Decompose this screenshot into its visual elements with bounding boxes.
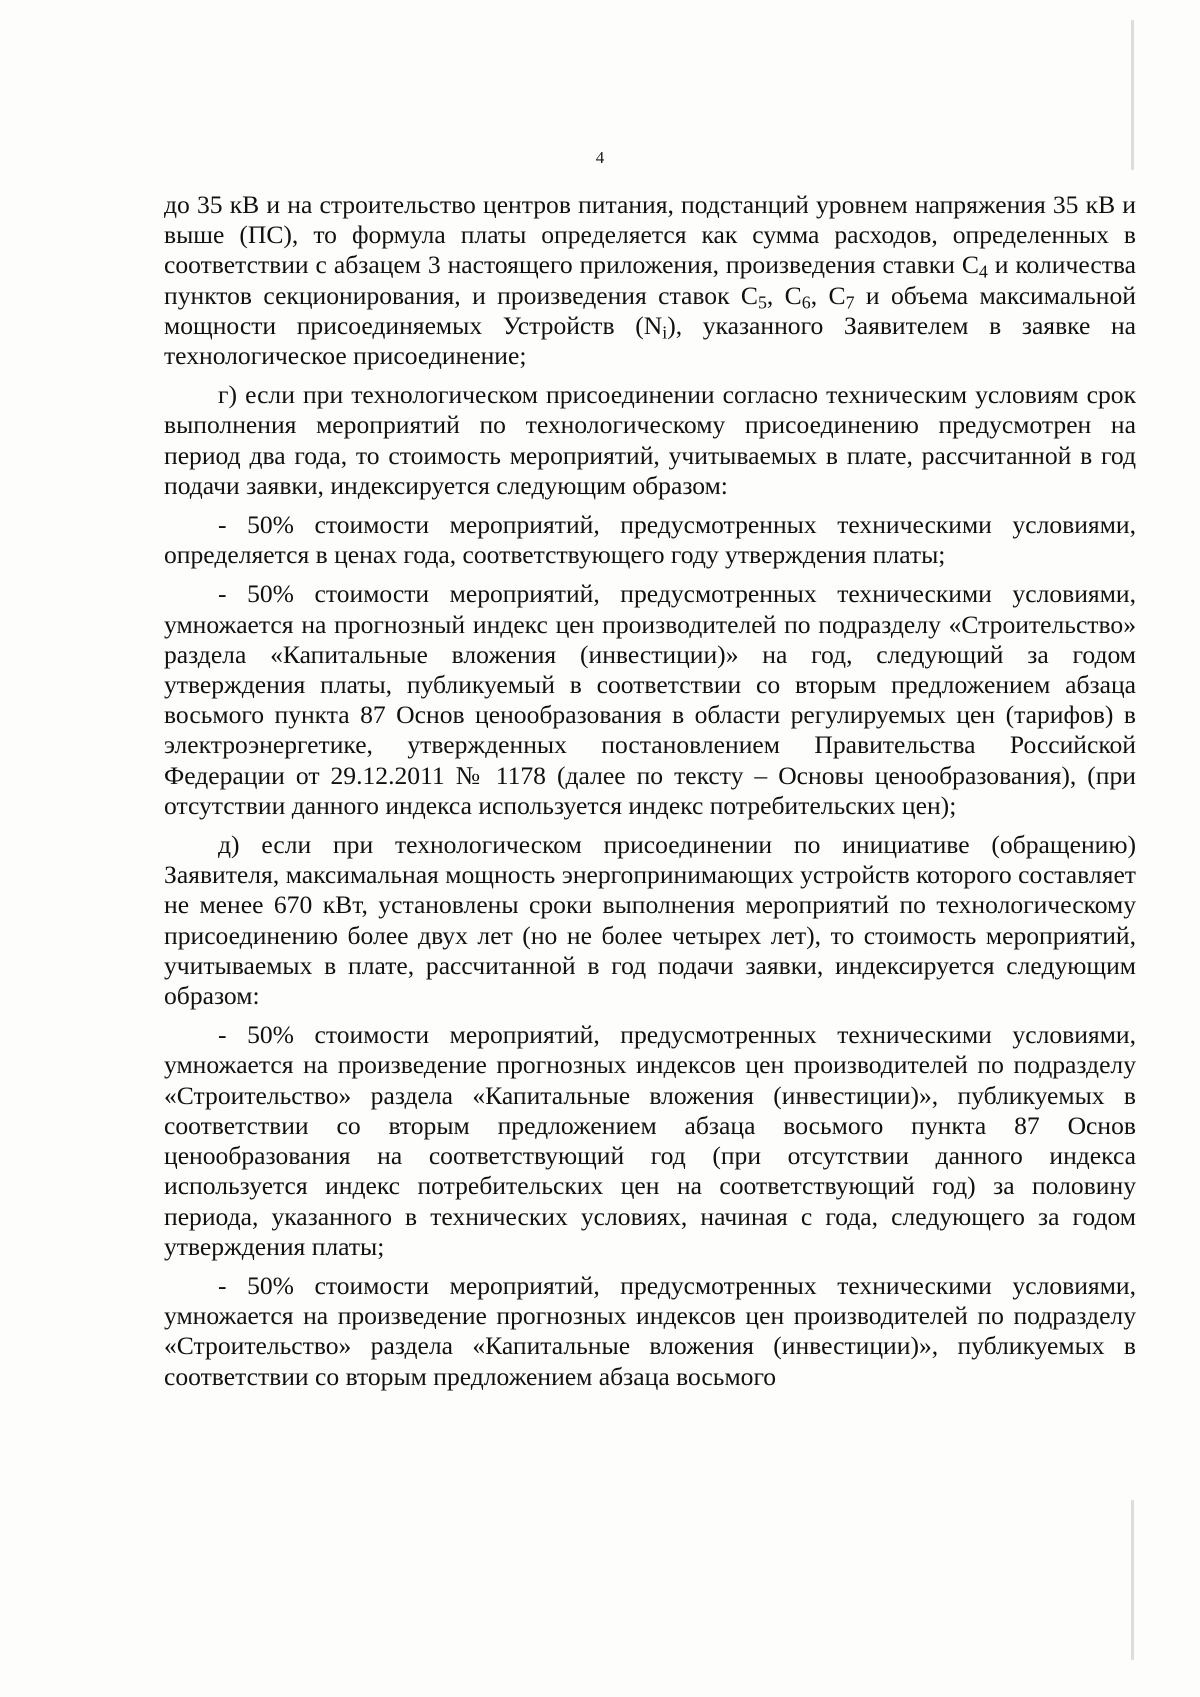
text-run: - 50% стоимости мероприятий, предусмотренных техническими условиями, умножается на произведение прогнозных индексов цен производителей по подразделу «Строительство» раздела «Капитальные вложения (инвестиции)», публикуемых в соответствии со вторым предложением абзаца восьмого пункта 87 Основ ценообразования на соответствующий год (при отсутствии данного индекса используется индекс потребительских цен на соответствующий год) за половину периода, указанного в технических условиях, начиная с года, следующего за годом утверждения платы;: [164, 1020, 1136, 1261]
text-run: - 50% стоимости мероприятий, предусмотренных техническими условиями, умножается на прогнозный индекс цен производителей по подразделу «Строительство» раздела «Капитальные вложения (инвестиции)» на год, следующий за годом утверждения платы, публикуемый в соответствии со вторым предложением абзаца восьмого пункта 87 Основ ценообразования в области регулируемых цен (тарифов) в электроэнергетике, утвержденных постановлением Правительства Российской Федерации от 29.12.2011 № 1178 (далее по тексту – Основы ценообразования), (при отсутствии данного индекса используется индекс потребительских цен);: [164, 579, 1136, 820]
text-run: - 50% стоимости мероприятий, предусмотренных техническими условиями, определяется в ценах года, соответствующего году утверждения платы;: [164, 510, 1136, 570]
text-run: г) если при технологическом присоединении согласно техническим условиям срок выполнения мероприятий по технологическому присоединению предусмотрен на период два года, то стоимость мероприятий, учитываемых в плате, рассчитанной в год подачи заявки, индексируется следующим образом:: [164, 380, 1136, 500]
text-run: - 50% стоимости мероприятий, предусмотренных техническими условиями, умножается на произведение прогнозных индексов цен производителей по подразделу «Строительство» раздела «Капитальные вложения (инвестиции)», публикуемых в соответствии со вторым предложением абзаца восьмого: [164, 1270, 1136, 1391]
text-run: , С: [766, 280, 802, 310]
text-run: до 35 кВ и на строительство центров питания, подстанций уровнем напряжения 35 кВ и выше (ПС), то формула платы определяется как сумма расходов, определенных в соответствии с абзацем 3 настоящего приложения, произведения ставки С: [164, 190, 1136, 280]
paragraph: [164, 380, 1136, 501]
subscript: 6: [801, 292, 811, 313]
paragraph: [164, 510, 1136, 570]
text-run: д) если при технологическом присоединении по инициативе (обращению) Заявителя, максимальная мощность энергопринимающих устройств которого составляет не менее 670 кВт, установлены сроки выполнения мероприятий по технологическому присоединению более двух лет (но не более четырех лет), то стоимость мероприятий, учитываемых в плате, рассчитанной в год подачи заявки, индексируется следующим образом:: [164, 830, 1136, 1011]
paragraph: [164, 579, 1136, 821]
text-run: ), указанного Заявителем в заявке на технологическое присоединение;: [164, 310, 1136, 371]
text-run: и количества пунктов секционирования, и произведения ставок С: [164, 250, 1136, 310]
paragraph: [164, 830, 1136, 1011]
paragraph: [164, 1020, 1136, 1262]
paragraph: [164, 190, 1136, 371]
document-text: [164, 190, 1136, 1401]
page-number: 4: [595, 148, 605, 167]
subscript: 5: [757, 292, 767, 313]
paragraph: [164, 1271, 1136, 1392]
text-run: , С: [810, 280, 846, 310]
text-run: и объема максимальной мощности присоединяемых Устройств (N: [164, 280, 1136, 340]
subscript: i: [662, 322, 668, 343]
subscript: 7: [845, 292, 855, 313]
subscript: 4: [978, 261, 988, 282]
scan-edge-mark: [1131, 1500, 1134, 1660]
